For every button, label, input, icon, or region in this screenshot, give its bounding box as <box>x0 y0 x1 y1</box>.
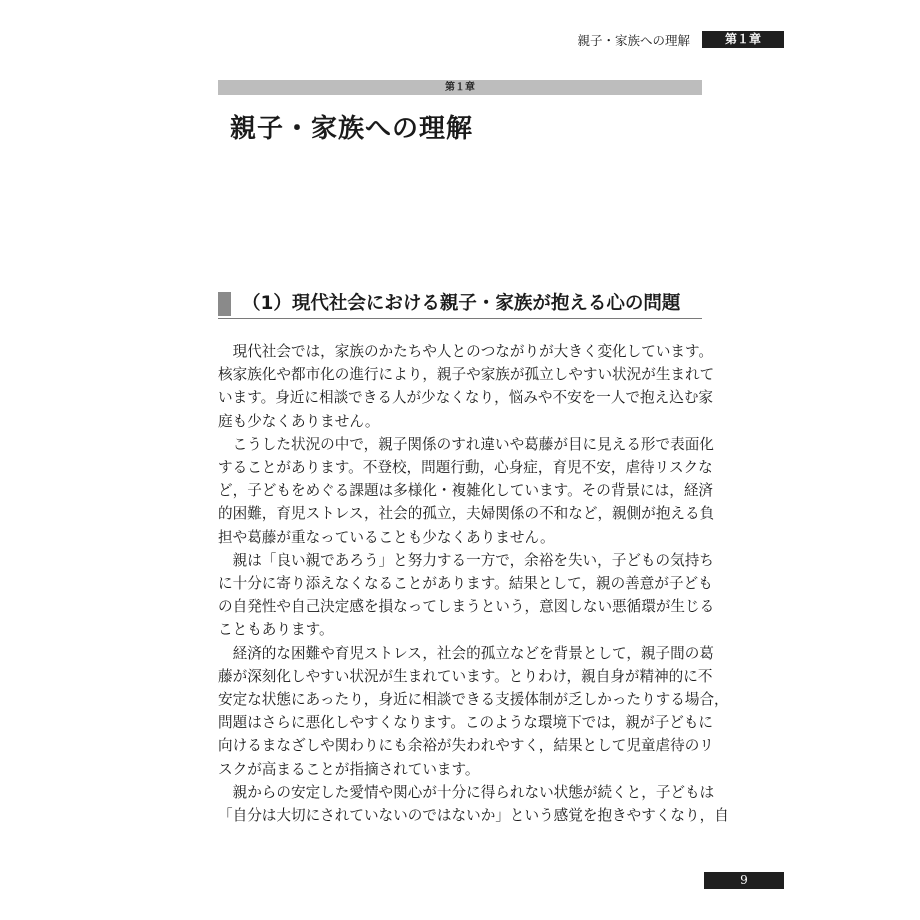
paragraph-line: 向けるまなざしや関わりにも余裕が失われやすく，結果として児童虐待のリ <box>218 737 714 755</box>
paragraph-line: に十分に寄り添えなくなることがあります。結果として，親の善意が子ども <box>218 575 713 593</box>
paragraph-line: こともあります。 <box>218 621 334 639</box>
paragraph-line: スクが高まることが指摘されています。 <box>218 760 480 778</box>
section-heading <box>218 290 702 319</box>
paragraph-line: 核家族化や都市化の進行により，親子や家族が孤立しやすい状況が生まれて <box>218 366 715 384</box>
paragraph-line: ど，子どもをめぐる課題は多様化・複雑化しています。その背景には，経済 <box>218 482 714 500</box>
running-head <box>560 31 784 48</box>
body-paragraph <box>218 549 715 642</box>
paragraph-line: 庭も少なくありません。 <box>218 412 380 430</box>
body-paragraph <box>218 433 715 549</box>
paragraph-line: こうした状況の中で，親子関係のすれ違いや葛藤が目に見える形で表面化 <box>232 435 714 453</box>
body-paragraph <box>218 340 715 433</box>
chapter-title: 親子・家族への理解 <box>230 114 474 144</box>
body-text <box>218 340 729 827</box>
paragraph-line: います。身近に相談できる人が少なくなり，悩みや不安を一人で抱え込む家 <box>218 389 714 407</box>
paragraph-line: 親からの安定した愛情や関心が十分に得られない状態が続くと，子どもは <box>232 783 715 801</box>
paragraph-line: 問題はさらに悪化しやすくなります。このような環境下では，親が子どもに <box>218 714 714 732</box>
section-marker <box>218 292 231 316</box>
page-number: 9 <box>704 872 784 889</box>
paragraph-line: 現代社会では，家族のかたちや人とのつながりが大きく変化しています。 <box>232 343 714 360</box>
body-paragraph <box>218 781 729 827</box>
running-head-title: 親子・家族への理解 <box>577 32 690 48</box>
paragraph-line: 的困難，育児ストレス，社会的孤立，夫婦関係の不和など，親側が抱える負 <box>218 505 715 523</box>
paragraph-line: 経済的な困難や育児ストレス，社会的孤立などを背景として，親子間の葛 <box>232 644 714 662</box>
paragraph-line: することがあります。不登校，問題行動，心身症，育児不安，虐待リスクな <box>218 459 713 477</box>
paragraph-line: の自発性や自己決定感を損なってしまうという，意図しない悪循環が生じる <box>218 598 715 616</box>
paragraph-line: 担や葛藤が重なっていることも少なくありません。 <box>218 528 555 546</box>
chapter-label-bar: 第１章 <box>218 80 702 95</box>
section-title: （1）現代社会における親子・家族が抱える心の問題 <box>242 293 681 314</box>
paragraph-line: 「自分は大切にされていないのではないか」という感覚を抱きやすくなり，自 <box>218 807 729 825</box>
paragraph-line: 安定な状態にあったり，身近に相談できる支援体制が乏しかったりする場合， <box>218 691 729 709</box>
running-head-chapter-badge: 第１章 <box>702 31 784 48</box>
body-paragraph <box>218 642 729 781</box>
paragraph-line: 藤が深刻化しやすい状況が生まれています。とりわけ，親自身が精神的に不 <box>218 667 713 685</box>
paragraph-line: 親は「良い親であろう」と努力する一方で，余裕を失い，子どもの気持ち <box>232 551 714 569</box>
